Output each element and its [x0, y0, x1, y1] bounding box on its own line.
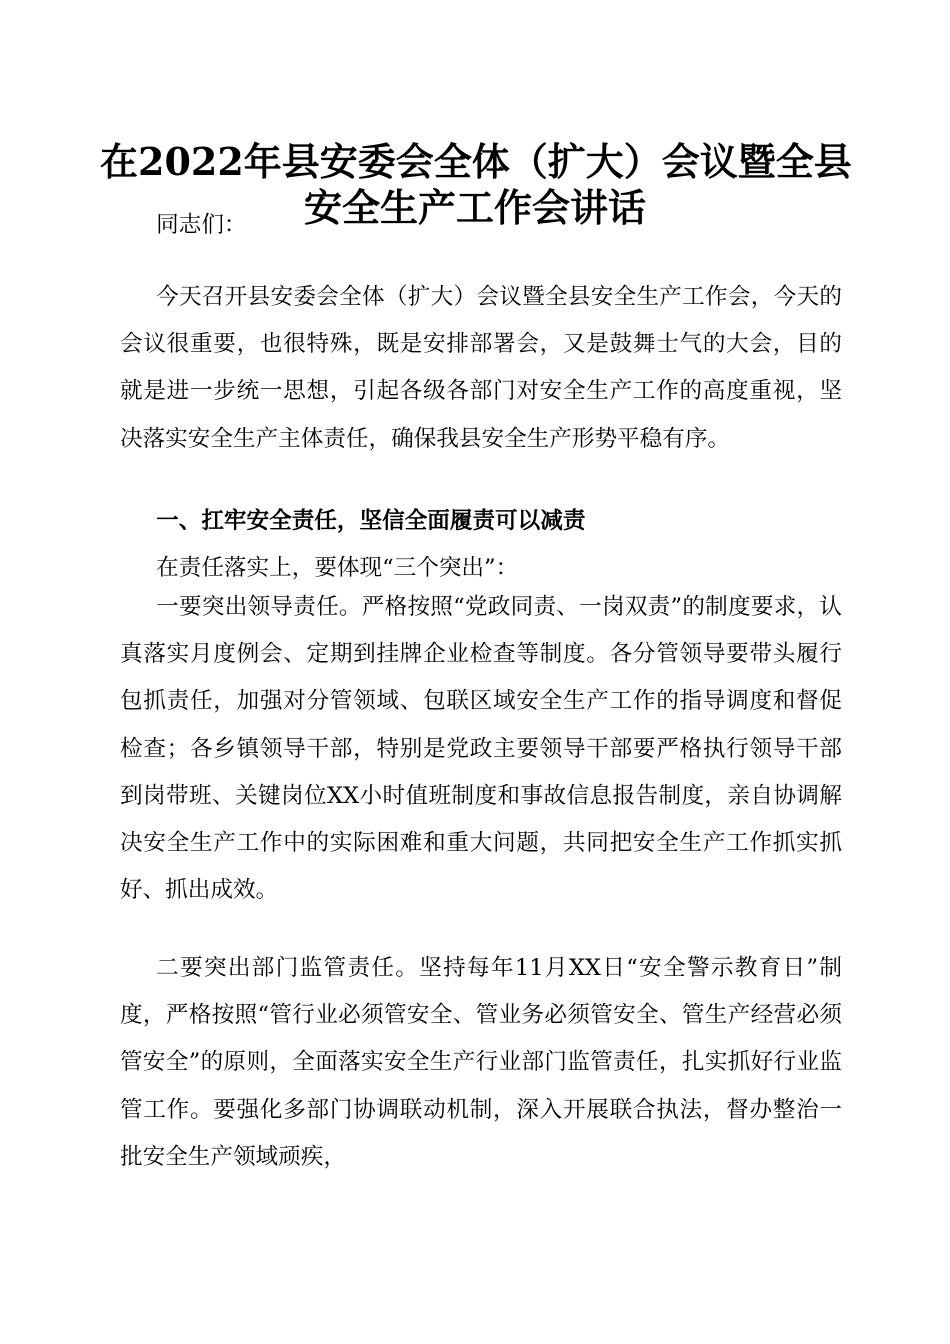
document-title-line-2: 安全生产工作会讲话: [303, 185, 646, 230]
salutation: 同志们：: [156, 212, 247, 238]
section-1-heading: 一、扛牢安全责任，坚信全面履责可以减责: [156, 508, 586, 534]
intro-paragraph: 今天召开县安委会全体（扩大）会议暨全县安全生产工作会，今天的会议很重要，也很特殊，既是安排部署会，又是鼓舞士气的大会，目的就是进一步统一思想，引起各级各部门对安全生产工作的高度重视，坚决落实安全生产主体责任，确保我县安全生产形势平稳有序。: [120, 284, 842, 452]
section-1-paragraph-1: 一要突出领导责任。严格按照“党政同责、一岗双责”的制度要求，认真落实月度例会、定期到挂牌企业检查等制度。各分管领导要带头履行包抓责任，加强对分管领域、包联区域安全生产工作的指导调度和督促检查；各乡镇领导干部，特别是党政主要领导干部要严格执行领导干部到岗带班、关键岗位XX小时值班制度和事故信息报告制度，亲自协调解决安全生产工作中的实际困难和重大问题，共同把安全生产工作抓实抓好、抓出成效。: [120, 594, 842, 904]
section-1-paragraph-2: 二要突出部门监管责任。坚持每年11月XX日“安全警示教育日”制度，严格按照“管行业必须管安全、管业务必须管安全、管生产经营必须管安全”的原则，全面落实安全生产行业部门监管责任，扎实抓好行业监管工作。要强化多部门协调联动机制，深入开展联合执法，督办整治一批安全生产领域顽疾，: [120, 955, 842, 1170]
document-title-line-1: 在2022年县安委会全体（扩大）会议暨全县: [100, 139, 852, 184]
section-1-lead: 在责任落实上，要体现“三个突出”：: [156, 555, 519, 581]
